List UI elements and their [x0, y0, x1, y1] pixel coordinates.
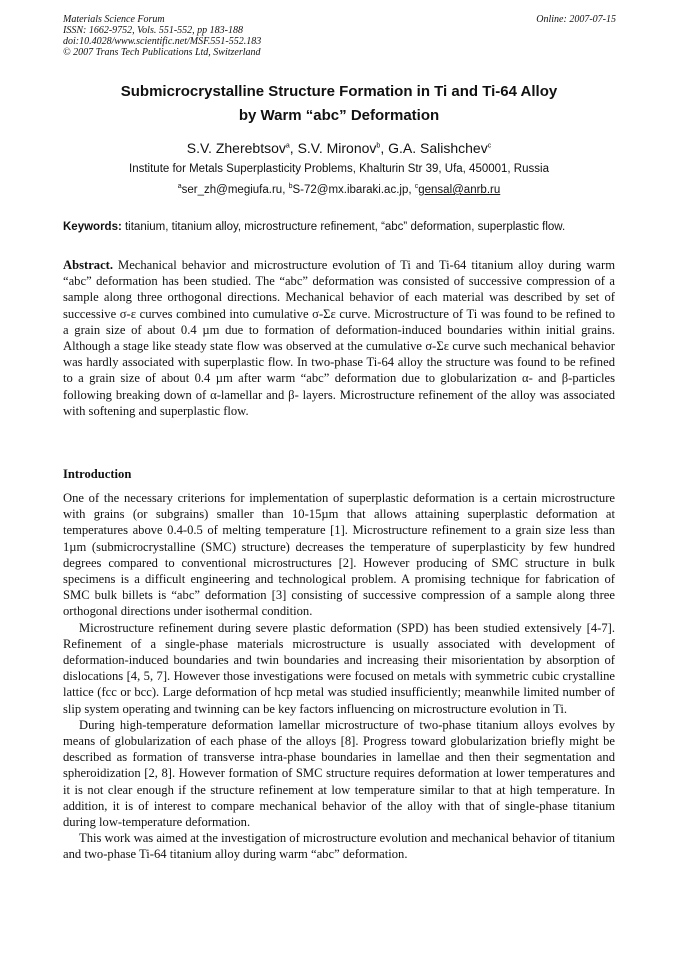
online-date: Online: 2007-07-15: [536, 14, 616, 25]
author-3-mark: c: [487, 142, 492, 150]
email-2-mark: b: [288, 183, 293, 191]
journal-name: Materials Science Forum: [63, 14, 165, 25]
author-1: S.V. Zherebtsov: [186, 140, 286, 156]
keywords-label: Keywords:: [63, 221, 122, 233]
journal-header: [63, 14, 261, 58]
email-3[interactable]: gensal@anrb.ru: [418, 184, 501, 196]
section-heading-introduction: Introduction: [63, 467, 132, 481]
paragraph-4: This work was aimed at the investigation of microstructure evolution and mechanical behavior of titanium and two-phase Ti-64 titanium alloy during warm “abc” deformation.: [63, 831, 615, 862]
copyright-line: © 2007 Trans Tech Publications Ltd, Switzerland: [63, 47, 261, 58]
email-1-mark: a: [177, 183, 182, 191]
introduction-body: [63, 490, 615, 863]
email-list: [60, 184, 618, 196]
keywords: [63, 221, 618, 233]
email-separator: ,: [282, 184, 289, 196]
title-line-1: Submicrocrystalline Structure Formation in Ti and Ti-64 Alloy: [120, 83, 558, 100]
author-separator: ,: [289, 140, 298, 156]
email-1[interactable]: ser_zh@megiufa.ru: [181, 184, 283, 196]
title-line-2: by Warm “abc” Deformation: [238, 107, 440, 124]
keywords-text: titanium, titanium alloy, microstructure refinement, “abc” deformation, superplastic flow.: [121, 221, 566, 233]
paragraph-2: Microstructure refinement during severe plastic deformation (SPD) has been studied extensively [4-7]. Refinement of a single-phase materials microstructure is usually associated with development of deformation-induced boundaries and twin boundaries and increasing their misorientation by absorption of dislocations [4, 5, 7]. However those investigations were focused on metals with symmetric cubic crystalline lattice (fcc or bcc). Large deformation of hcp metal was studied insufficiently; meanwhile limited number of slip system operating and twinning can be key factors influencing on microstructure evolution in Ti.: [63, 620, 615, 716]
email-2[interactable]: S-72@mx.ibaraki.ac.jp: [292, 184, 409, 196]
affiliation: Institute for Metals Superplasticity Problems, Khalturin Str 39, Ufa, 450001, Russia: [129, 163, 549, 175]
paragraph-1: One of the necessary criterions for implementation of superplastic deformation is a certain microstructure with grains (or subgrains) smaller than 10-15µm that allows attaining superplastic deformation at temperatures above 0.4-0.5 of melting temperature [1]. Microstructure refinement to a grain size less than 1µm (submicrocrystalline (SMC) structure) decreases the temperature of superplasticity by few hundred degrees compared to conventional microstructures [2]. However producing of SMC structure in bulk specimens is a difficult engineering and technological problem. A promising technique for fabrication of SMC bulk billets is “abc” deformation [3] consisting of successive compression of a sample along three orthogonal directions under isothermal condition.: [63, 491, 615, 619]
author-2-mark: b: [376, 142, 381, 150]
issn-line: ISSN: 1662-9752, Vols. 551-552, pp 183-188: [63, 25, 243, 36]
author-2: S.V. Mironov: [297, 140, 377, 156]
email-separator: ,: [408, 184, 415, 196]
author-separator: ,: [380, 140, 389, 156]
email-3-mark: c: [414, 183, 419, 191]
paper-title: [60, 80, 618, 128]
doi-line[interactable]: doi:10.4028/www.scientific.net/MSF.551-552.183: [63, 36, 262, 47]
author-3: G.A. Salishchev: [388, 140, 488, 156]
abstract-label: Abstract.: [63, 258, 114, 272]
author-1-mark: a: [285, 142, 290, 150]
abstract: [63, 257, 615, 419]
paragraph-3: During high-temperature deformation lamellar microstructure of two-phase titanium alloys evolves by means of globularization of each phase of the alloys [8]. Progress toward globularization briefly might be described as formation of transverse intra-phase boundaries in lamellae and then their segmentation and spheroidization [2, 8]. However formation of SMC structure requires deformation at lower temperatures and it is not clear enough if the structure refinement at low temperature similar to that at high temperature. In addition, it is of interest to compare mechanical behavior of the alloy with that of single-phase titanium during low-temperature deformation.: [63, 717, 615, 830]
abstract-text: Mechanical behavior and microstructure evolution of Ti and Ti-64 titanium alloy during warm “abc” deformation has been studied. The “abc” deformation was consisted of successive compression of a sample along three orthogonal directions. Mechanical behavior of each material was described by set of successive σ-ε curves combined into cumulative σ-Σε curve. Microstructure of Ti was found to be refined to a grain size of about 0.4 µm due to formation of deformation-induced boundaries within initial grains. Although a stage like steady state flow was observed at the cumulative σ-Σε curve such mechanical behavior was hardly associated with superplastic flow. In two-phase Ti-64 alloy the structure was found to be refined to a grain size of about 0.4 µm after warm “abc” deformation due to globularization α- and β-particles following breaking down of α-lamellar and β- layers. Microstructure refinement of the alloy was associated with softening and superplastic flow.: [63, 258, 615, 418]
author-list: [60, 140, 618, 156]
